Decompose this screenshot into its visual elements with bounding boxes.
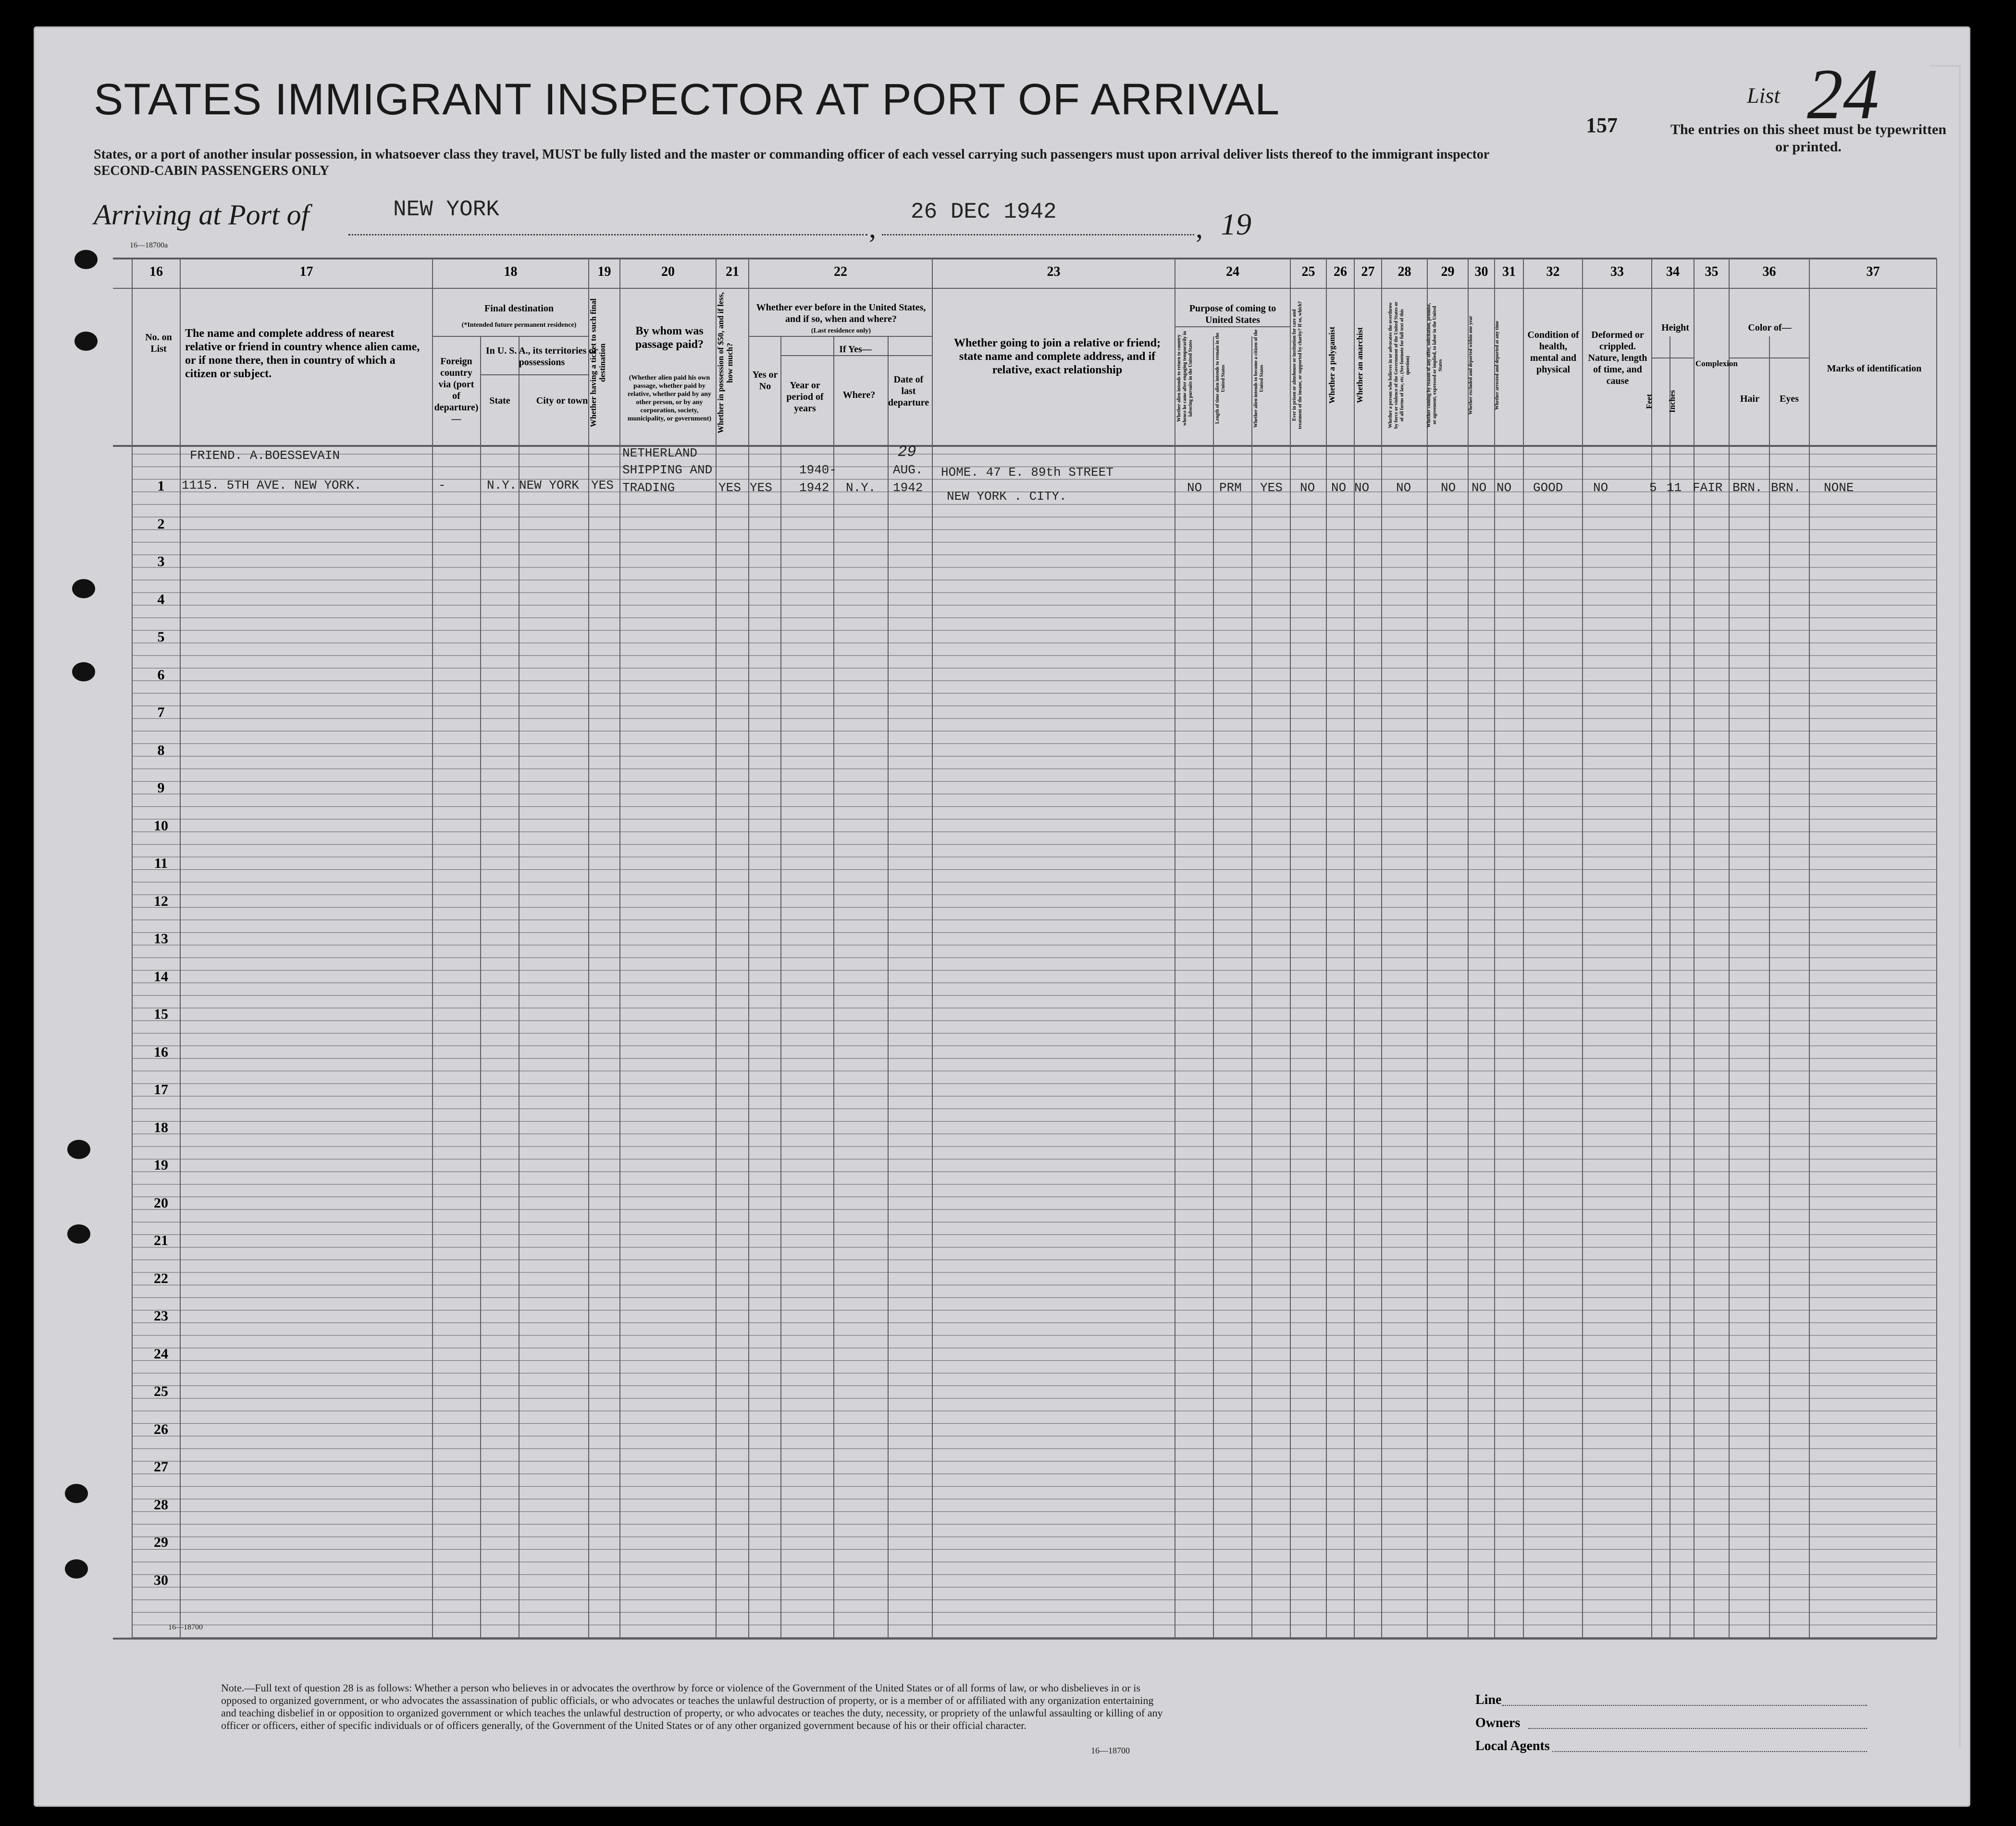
header-eyes: Eyes	[1780, 394, 1799, 404]
header-years: Year or period of years	[786, 380, 824, 414]
column-number: 31	[1502, 264, 1516, 279]
header-citizen-intent: Whether alien intends to become a citizen of the United States	[1253, 329, 1264, 428]
form-number: 16—18700a	[130, 241, 168, 249]
marks: NONE	[1824, 481, 1854, 495]
page-number: 157	[1586, 113, 1618, 137]
header-health: Condition of health, mental and physical	[1527, 330, 1579, 375]
header-polygamist: Whether a polygamist	[1327, 326, 1336, 404]
header-final-destination: Final destination	[484, 303, 554, 314]
row-number: 23	[154, 1308, 168, 1324]
header-city: City or town	[536, 395, 588, 406]
header-marks: Marks of identification	[1827, 363, 1922, 374]
header-yes-no: Yes or No	[752, 370, 778, 392]
column-number: 28	[1398, 264, 1411, 279]
row-number: 12	[154, 893, 168, 909]
header-overthrow: Whether a person who believes in or advocates the overthrow by force or violence of the Government of the United States or of all forms of law, etc. (See footnote for full text of this question)	[1388, 301, 1410, 429]
header-if-yes: If Yes—	[839, 344, 872, 355]
column-number: 23	[1047, 264, 1061, 279]
foreign-country: -	[438, 478, 446, 493]
paid-by-line-2: SHIPPING AND	[622, 463, 713, 477]
column-number: 21	[726, 264, 739, 279]
header-inches: Inches	[1668, 390, 1677, 413]
deformed: NO	[1593, 481, 1608, 495]
paid-by-line-1: NETHERLAND	[622, 446, 698, 460]
column-number: 24	[1226, 264, 1239, 279]
header-date-departure: Date of last departure	[888, 374, 929, 408]
row-number: 20	[154, 1195, 168, 1211]
before-in-us: YES	[750, 481, 772, 495]
ticket: YES	[591, 478, 614, 493]
column-number: 37	[1866, 264, 1880, 279]
row-number: 7	[157, 704, 165, 720]
header-complexion: Complexion	[1695, 359, 1738, 368]
row-number: 14	[154, 968, 168, 985]
row-number: 6	[157, 666, 165, 683]
eye-color: BRN.	[1771, 481, 1801, 495]
form-number-note: 16—18700	[1091, 1746, 1130, 1755]
row-number: 22	[154, 1270, 168, 1286]
row-number: 4	[157, 591, 165, 607]
row-number: 27	[154, 1459, 168, 1475]
header-arrested: Whether arrested and deported at any time	[1495, 321, 1500, 410]
column-number: 25	[1301, 264, 1315, 279]
header-color-of: Color of—	[1748, 322, 1792, 333]
header-feet: Feet	[1645, 394, 1654, 409]
years-line-1: 1940-	[799, 463, 837, 477]
height-feet: 5	[1649, 481, 1657, 495]
year-prefix: 19	[1221, 207, 1251, 241]
date-value: 26 DEC 1942	[911, 199, 1057, 224]
arrested: NO	[1497, 481, 1512, 495]
comma: ,	[869, 212, 876, 244]
row-number: 2	[157, 516, 165, 532]
relative-line-1: FRIEND. A.BOESSEVAIN	[190, 448, 340, 463]
form-number-bottom: 16—18700	[168, 1623, 203, 1631]
joining-line-1: HOME. 47 E. 89th STREET	[941, 465, 1113, 480]
excluded: NO	[1472, 481, 1487, 495]
header-foreign-country: Foreign country via (port of departure)—	[434, 356, 479, 424]
offer: NO	[1441, 481, 1456, 495]
departure-line-2: 1942	[893, 481, 923, 495]
header-paid-by: By whom was passage paid?	[635, 325, 704, 351]
header-prison: Ever in prison or almshouse or institution for care and treatment of the insane, or supported by charity? If so, which?	[1292, 301, 1303, 430]
line-label: Line	[1475, 1692, 1502, 1707]
citizen-intent: YES	[1260, 481, 1283, 495]
row-number: 17	[154, 1082, 168, 1098]
column-number: 17	[299, 264, 313, 279]
column-number: 26	[1334, 264, 1347, 279]
where: N.Y.	[846, 481, 876, 495]
row-number: 11	[154, 855, 168, 871]
row-number: 15	[154, 1006, 168, 1022]
header-excluded: Whether excluded and deported within one year	[1468, 316, 1473, 415]
column-number: 22	[834, 264, 847, 279]
comma: ,	[1196, 212, 1203, 244]
header-usa: In U. S. A., its territories or possessions	[485, 345, 598, 368]
header-return-intent: Whether alien intends to return to country whence he came after engaging temporarily in laboring pursuits in the United States	[1176, 331, 1193, 426]
row-number: 3	[157, 554, 165, 569]
entries-note: The entries on this sheet must be typewritten or printed.	[1670, 122, 1947, 155]
return-intent: NO	[1187, 481, 1202, 495]
list-number: 24	[1807, 54, 1879, 134]
column-number: 19	[597, 264, 611, 279]
header-hair: Hair	[1740, 394, 1759, 404]
column-number: 27	[1361, 264, 1375, 279]
row-number: 26	[154, 1421, 168, 1437]
intro-line-2: SECOND-CABIN PASSENGERS ONLY	[94, 163, 330, 178]
header-joining: Whether going to join a relative or friend; state name and complete address, and if relative, exact relationship	[954, 337, 1161, 376]
row-number: 28	[154, 1496, 168, 1513]
header-relative: The name and complete address of nearest relative or friend in country whence alien came, or if none there, then in country of which a citizen or subject.	[185, 327, 420, 380]
agents-underline	[1552, 1751, 1867, 1752]
row-number: 24	[154, 1345, 168, 1362]
header-before-in-us: Whether ever before in the United States, and if so, when and where?	[756, 302, 926, 324]
column-number: 20	[661, 264, 675, 279]
city: NEW YORK	[519, 478, 579, 493]
arriving-label: Arriving at Port of	[94, 199, 309, 231]
row-number: 10	[154, 817, 168, 834]
column-number: 36	[1762, 264, 1776, 279]
header-where: Where?	[842, 390, 876, 400]
line-underline	[1502, 1705, 1867, 1706]
column-number: 18	[504, 264, 518, 279]
health: GOOD	[1533, 481, 1563, 495]
anarchist: NO	[1354, 481, 1370, 495]
column-number: 32	[1546, 264, 1560, 279]
header-no-on-list: No. on List	[145, 332, 172, 354]
header-fifty-dollars: Whether in possession of $50, and if less, how much?	[716, 292, 734, 433]
column-number: 34	[1666, 264, 1680, 279]
local-agents-label: Local Agents	[1475, 1739, 1550, 1753]
row-number: 1	[157, 478, 165, 494]
row-number: 29	[154, 1534, 168, 1550]
row-number: 9	[157, 780, 165, 796]
hair-color: BRN.	[1732, 481, 1763, 495]
departure-day: 29	[898, 443, 916, 461]
header-purpose: Purpose of coming to United States	[1189, 303, 1276, 325]
column-number: 33	[1610, 264, 1624, 279]
port-value: NEW YORK	[393, 197, 499, 222]
row-number: 25	[154, 1383, 168, 1399]
header-last-residence: (Last residence only)	[811, 327, 871, 334]
column-number: 16	[149, 264, 163, 279]
header-state: State	[489, 395, 510, 406]
list-label: List	[1747, 83, 1781, 108]
header-height: Height	[1661, 322, 1689, 333]
column-number: 35	[1705, 264, 1719, 279]
form-title: STATES IMMIGRANT INSPECTOR AT PORT OF ARRIVAL	[94, 75, 1280, 124]
row-number: 16	[154, 1044, 168, 1060]
header-offer: Whether coming by reason of any offer, solicitation, promise, or agreement, expressed or implied, to labor in the United States	[1426, 303, 1443, 428]
row-number: 13	[154, 931, 168, 947]
intro-line-1: States, or a port of another insular possession, in whatsoever class they travel, MUST be fully listed and the master or commanding officer of each vessel carrying such passengers must upon arrival deliver lists thereof to the immigrant inspector	[94, 147, 1490, 162]
row-number: 21	[154, 1233, 168, 1248]
row-number: 18	[154, 1119, 168, 1135]
length-of-stay: PRM	[1219, 481, 1242, 495]
fifty-dollars: YES	[718, 481, 741, 495]
polygamist: NO	[1331, 481, 1347, 495]
row-number: 30	[154, 1572, 168, 1588]
owners-label: Owners	[1475, 1715, 1521, 1730]
header-anarchist: Whether an anarchist	[1355, 327, 1364, 404]
header-final-destination-sub: (*Intended future permanent residence)	[461, 321, 577, 329]
relative-line-2: 1115. 5TH AVE. NEW YORK.	[182, 478, 362, 493]
row-number: 8	[157, 742, 165, 758]
owners-underline	[1528, 1728, 1867, 1729]
complexion: FAIR	[1693, 481, 1723, 495]
state: N.Y.	[487, 478, 517, 493]
header-length-stay: Length of time alien intends to remain in the United States	[1215, 333, 1226, 424]
header-deformed: Deformed or crippled. Nature, length of time, and cause	[1588, 330, 1647, 386]
footnote: Note.—Full text of question 28 is as follows: Whether a person who believes in or advocates the overthrow by force or violence of the Government of the United States or of all forms of law, or who disbelieves in or is opposed to organized government, or who advocates the assassination of public officials, or who advocates or teaches the unlawful destruction of property, or is a member of or affiliated with any organization entertaining and teaching disbelief in or opposition to organized government or which teaches the unlawful destruction of property, or who advocates or teaches the duty, necessity, or propriety of the unlawful assaulting or killing of any officer or officers, either of specific individuals or of officers generally, of the Government of the United States or of any other organized government because of his or their official character.	[221, 1682, 1163, 1731]
row-number: 19	[154, 1157, 168, 1173]
column-number: 29	[1441, 264, 1455, 279]
years-line-2: 1942	[799, 481, 829, 495]
paid-by-line-3: TRADING	[622, 481, 675, 495]
row-number: 5	[157, 629, 165, 645]
departure-line-1: AUG.	[893, 463, 923, 477]
header-paid-by-sub: (Whether alien paid his own passage, whether paid by relative, whether paid by any other person, or by any corporation, society, municipality, or government)	[627, 374, 712, 422]
prison: NO	[1300, 481, 1315, 495]
overthrow: NO	[1396, 481, 1411, 495]
column-number: 30	[1474, 264, 1488, 279]
header-ticket: Whether having a ticket to such final destination	[589, 298, 607, 427]
joining-line-2: NEW YORK . CITY.	[947, 489, 1067, 504]
height-inches: 11	[1667, 481, 1682, 495]
